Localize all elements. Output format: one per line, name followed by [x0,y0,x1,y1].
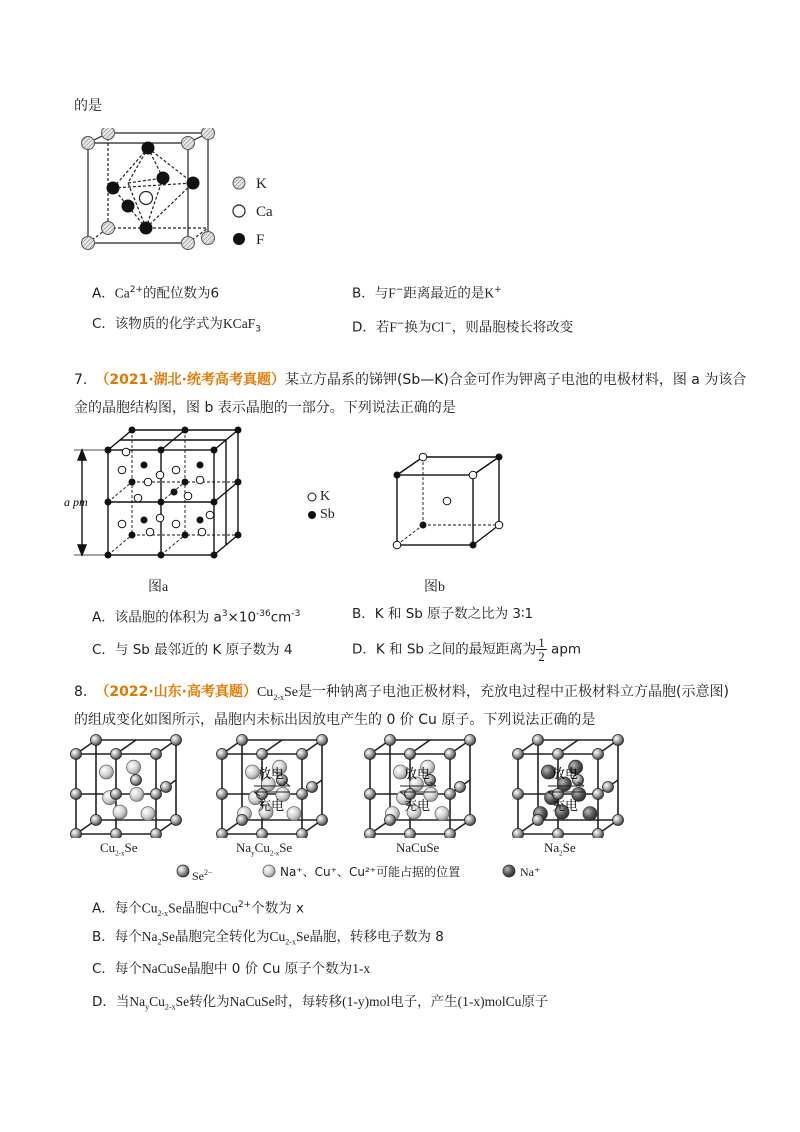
q6-option-d[interactable]: D．若F−换为Cl−，则晶胞棱长将改变 [352,319,574,336]
se-atom [91,735,102,746]
q6-option-b[interactable]: B．与F−距离最近的是K+ [352,285,502,302]
arrow3-top: 放电 [552,766,579,781]
q6-legend-f-marker [232,232,246,246]
site-atom [113,805,127,819]
q8-option-d[interactable]: D．当$Na_yCu_{2-x}Se$转化为NaCuSe时，每转移(1-y)mol电子，产生(1-x)molCu原子 [92,994,549,1012]
q7-option-c[interactable]: C．与 Sb 最邻近的 K 原子数为 4 [92,642,293,658]
q7-fig-b-caption: 图b [424,580,445,595]
se-atom [365,789,376,800]
q7-option-a[interactable]: A．该晶胞的体积为 $a^3\times 10^{-36}cm^{-3}$ [92,609,301,626]
arrow1-bottom: 充电 [258,798,285,813]
se-atom [455,782,466,793]
se-atom [151,749,162,760]
q8-legend-sites-marker [262,864,276,878]
se-atom [217,829,228,839]
se-atom [613,815,624,826]
q8-option-a[interactable]: A．每个$Cu_{2-x}Se$晶胞中$Cu^{2+}$个数为 x [92,900,305,919]
q8-legend-sites: Na⁺、Cu⁺、Cu²⁺可能占据的位置 [280,865,461,879]
arrow2-top: 放电 [404,766,431,781]
se-atom [237,735,248,746]
q6-legend-k: K [256,176,267,192]
q7-legend-sb: Sb [320,507,335,522]
q7-legend-k: K [320,489,331,504]
q8-cell4-label: $Na_2Se$ [544,840,576,858]
q8-source: （2022·山东·高考真题） [95,684,257,700]
q7-option-d[interactable]: D．K 和 Sb 之间的最短距离为 $\frac{1}{2}$ apm [352,635,582,664]
q7-legend-k-marker [306,491,318,503]
site-atom [583,807,597,821]
q8-cells-figure [70,734,740,838]
se-atom [445,789,456,800]
q7-fig-a-caption: 图a [148,580,169,595]
q8-stem-line1: 8. （2022·山东·高考真题）$Cu_{2-x}Se$是一种钠离子电池正极材料，充放电过程中正极材料立方晶胞(示意图) [74,684,729,702]
se-atom [257,829,268,839]
site-atom [435,807,449,821]
se-atom [593,829,604,839]
se-atom [513,789,524,800]
q7-figure-b [385,445,515,555]
se-atom [111,829,122,839]
se-atom [217,789,228,800]
se-atom [151,829,162,839]
site-atom [127,760,141,774]
q8-cell2-label: $Na_yCu_{2-x}Se$ [236,840,293,858]
q6-legend-ca: Ca [256,204,273,220]
se-atom [465,815,476,826]
q6-legend-k-marker [232,176,246,190]
se-atom [171,735,182,746]
se-atom [297,749,308,760]
q7-source: （2021·湖北·统考高考真题） [95,372,285,388]
q8-option-b[interactable]: B．每个$Na_2Se$晶胞完全转化为$Cu_{2-x}Se$晶胞，转移电子数为 8 [92,929,444,947]
q7-option-b[interactable]: B．K 和 Sb 原子数之比为 3∶1 [352,606,534,622]
se-atom [405,829,416,839]
q7-stem-line2: 金的晶胞结构图，图 b 表示晶胞的一部分。下列说法正确的是 [74,400,456,416]
q8-cell3-label: NaCuSe [396,840,440,855]
q6-option-c[interactable]: C．该物质的化学式为KCaF$_3$ [92,316,261,335]
q7-dimension-label: a pm [64,495,88,509]
q7-legend-sb-marker [306,509,318,521]
q7-stem-line1: 7. （2021·湖北·统考高考真题）某立方晶系的锑钾(Sb—K)合金可作为钾离子电池的电极材料，图 a 为该合 [74,372,747,388]
site-atom [130,787,144,801]
arrow2-bottom: 充电 [404,798,431,813]
q8-stem-line2: 的组成变化如图所示，晶胞内未标出因放电产生的 0 价 Cu 原子。下列说法正确的是 [74,712,596,728]
se-atom [533,815,544,826]
q6-option-a[interactable]: A．$Ca^{2+}$的配位数为6 [92,285,220,302]
se-atom [71,749,82,760]
se-atom [237,815,248,826]
se-atom [465,735,476,746]
crystal-cell-1 [71,735,182,839]
q6-crystal-figure [78,128,228,268]
q8-legend-na-marker [502,864,516,878]
se-atom [445,829,456,839]
q6-legend-f: F [256,232,265,248]
se-atom [365,829,376,839]
q6-legend-ca-marker [232,204,246,218]
se-atom [593,749,604,760]
q6-stem-tail: 的是 [74,98,102,114]
site-atom [141,807,155,821]
se-atom [297,829,308,839]
se-atom [553,829,564,839]
se-atom [307,782,318,793]
site-atom [287,807,301,821]
q7-option-d-fraction: $\frac{1}{2}$ [538,635,545,664]
se-atom [257,749,268,760]
se-atom [317,735,328,746]
se-atom [513,829,524,839]
q8-legend-se-marker [176,864,190,878]
se-atom [553,749,564,760]
se-atom [445,749,456,760]
arrow1-top: 放电 [258,766,285,781]
se-atom [151,789,162,800]
q7-figure-a [60,420,280,570]
se-atom [405,749,416,760]
se-atom [91,815,102,826]
se-atom [385,815,396,826]
se-atom [365,749,376,760]
site-atom [99,765,113,779]
se-atom [111,749,122,760]
se-atom [603,782,614,793]
se-atom [297,789,308,800]
arrow3-bottom: 充电 [552,798,579,813]
se-atom [385,735,396,746]
se-atom [71,829,82,839]
q8-cell1-label: $Cu_{2-x}Se$ [100,840,138,858]
q8-legend-na: Na⁺ [520,865,541,879]
se-atom [161,782,172,793]
q8-legend-se: $Se^{2-}$ [192,868,213,883]
se-atom [317,815,328,826]
se-atom [111,789,122,800]
se-atom [217,749,228,760]
se-atom [593,789,604,800]
se-atom [513,749,524,760]
se-atom [71,789,82,800]
se-atom [131,775,142,786]
se-atom [533,735,544,746]
se-atom [171,815,182,826]
q8-option-c[interactable]: C．每个NaCuSe晶胞中 0 价 Cu 原子个数为1-x [92,961,371,977]
se-atom [613,735,624,746]
